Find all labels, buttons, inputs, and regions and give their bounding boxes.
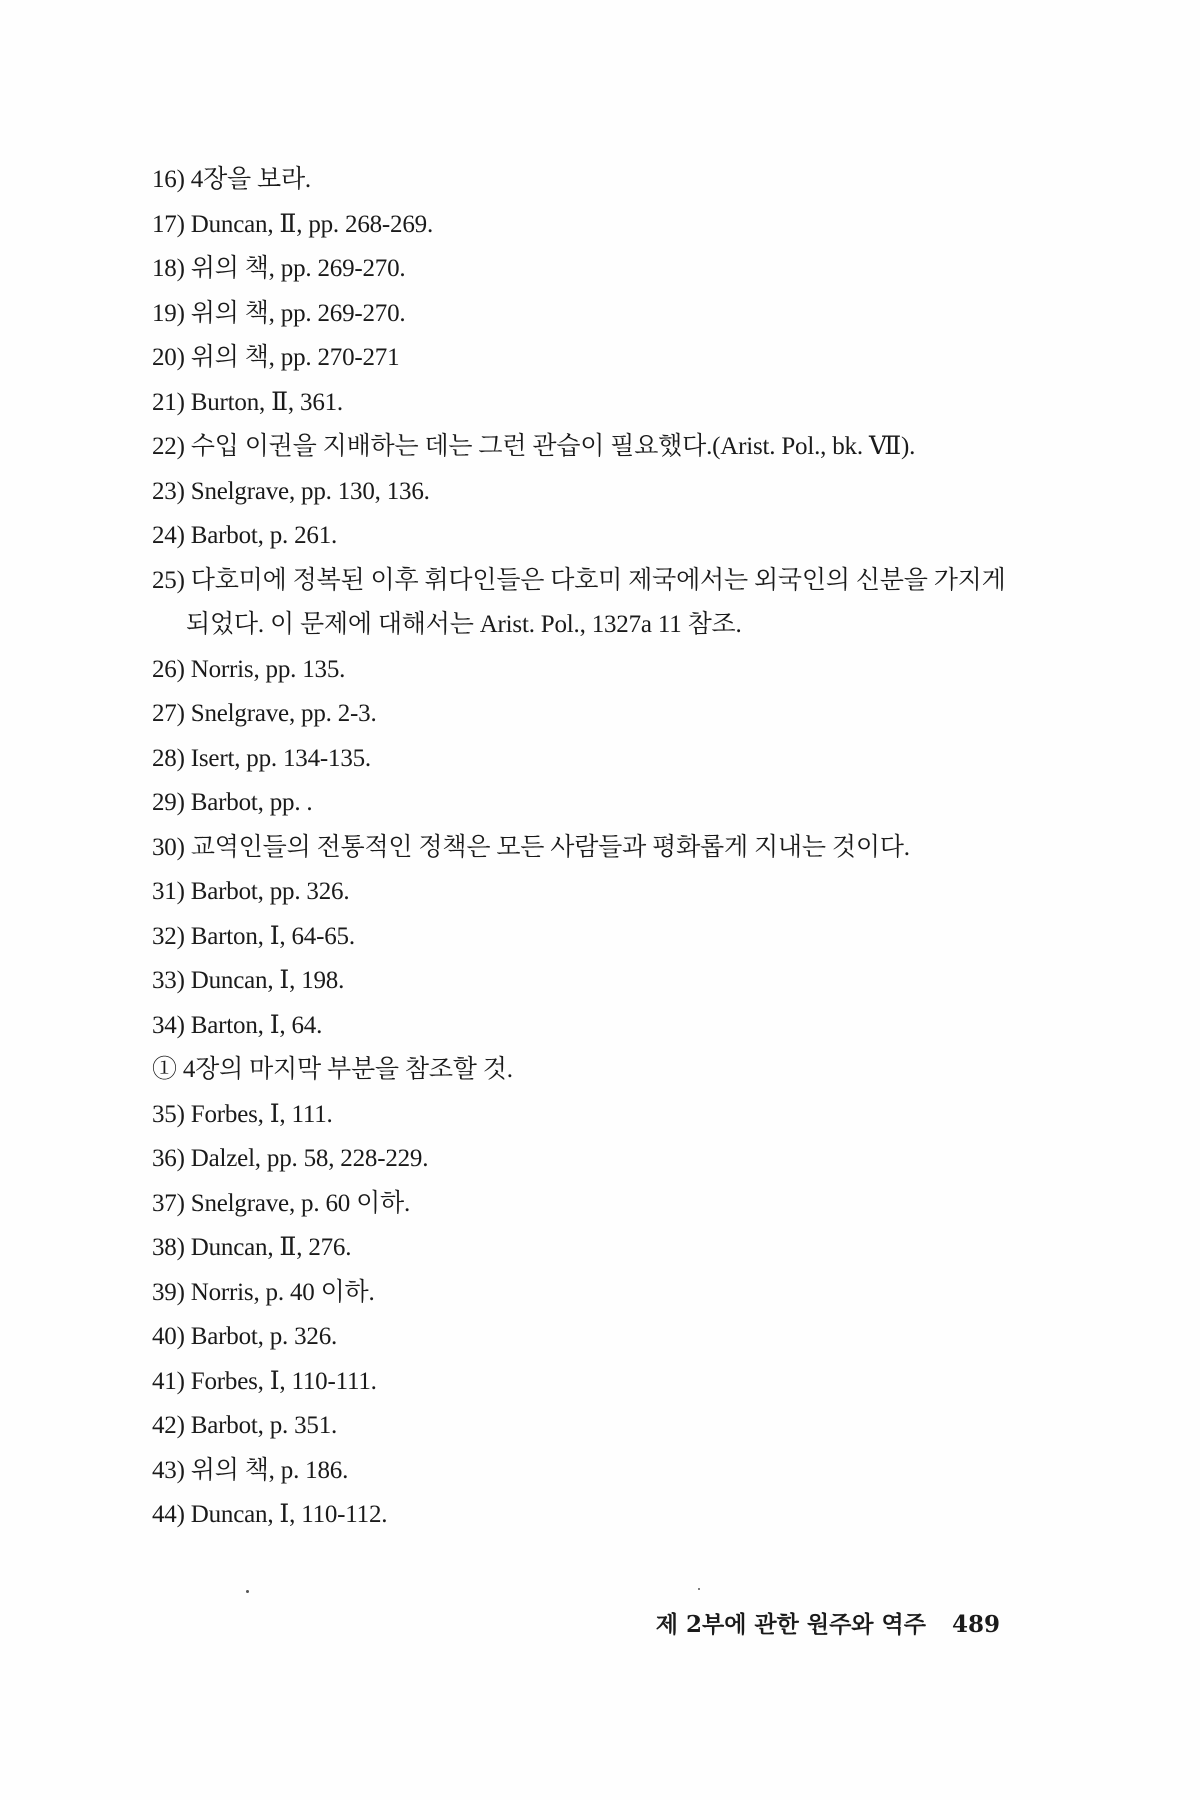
endnote-42: 42) Barbot, p. 351.: [152, 1412, 338, 1439]
endnote-40: 40) Barbot, p. 326.: [152, 1323, 338, 1350]
endnote-24: 24) Barbot, p. 261.: [152, 522, 338, 549]
endnote-33: 33) Duncan, Ⅰ, 198.: [152, 967, 345, 994]
endnote-44: 44) Duncan, Ⅰ, 110-112.: [152, 1501, 388, 1528]
endnote-38: 38) Duncan, Ⅱ, 276.: [152, 1234, 352, 1261]
endnote-20: 20) 위의 책, pp. 270-271: [152, 344, 400, 371]
endnote-41: 41) Forbes, Ⅰ, 110-111.: [152, 1367, 377, 1395]
scan-speck: [246, 1590, 249, 1593]
endnote-21: 21) Burton, Ⅱ, 361.: [152, 388, 343, 416]
endnote-22: 22) 수입 이권을 지배하는 데는 그런 관습이 필요했다.(Arist. Pol., bk. Ⅶ).: [152, 433, 916, 460]
page-number: 489: [951, 1611, 1000, 1638]
endnote-17: 17) Duncan, Ⅱ, pp. 268-269.: [152, 210, 433, 238]
endnote-30: 30) 교역인들의 전통적인 정책은 모든 사람들과 평화롭게 지내는 것이다.: [152, 833, 910, 861]
endnote-16: 16) 4장을 보라.: [152, 166, 311, 193]
endnote-35: 35) Forbes, Ⅰ, 111.: [152, 1100, 333, 1128]
endnote-26: 26) Norris, pp. 135.: [152, 655, 346, 683]
endnote-34: 34) Barton, Ⅰ, 64.: [152, 1011, 323, 1039]
endnote-31: 31) Barbot, pp. 326.: [152, 878, 350, 905]
endnote-25-line-2: 되었다. 이 문제에 대해서는 Arist. Pol., 1327a 11 참조.: [186, 611, 742, 638]
endnote-43: 43) 위의 책, p. 186.: [152, 1456, 349, 1484]
endnote-25-line-1: 25) 다호미에 정복된 이후 휘다인들은 다호미 제국에서는 외국인의 신분을 가지게: [152, 566, 1006, 594]
endnote-18: 18) 위의 책, pp. 269-270.: [152, 255, 406, 282]
endnote-29: 29) Barbot, pp. .: [152, 789, 313, 816]
translator-note-1: ① 4장의 마지막 부분을 참조할 것.: [152, 1056, 513, 1083]
page-footer: [656, 1606, 1000, 1639]
endnote-39: 39) Norris, p. 40 이하.: [152, 1278, 375, 1306]
endnote-32: 32) Barton, Ⅰ, 64-65.: [152, 922, 355, 950]
endnote-27: 27) Snelgrave, pp. 2-3.: [152, 700, 377, 727]
endnote-19: 19) 위의 책, pp. 269-270.: [152, 299, 406, 327]
endnote-37: 37) Snelgrave, p. 60 이하.: [152, 1189, 411, 1217]
endnote-28: 28) Isert, pp. 134-135.: [152, 744, 371, 772]
endnotes-list: [152, 158, 1032, 1538]
scan-speck: [698, 1588, 700, 1590]
running-footer-title: 제 2부에 관한 원주와 역주: [655, 1611, 926, 1638]
endnote-36: 36) Dalzel, pp. 58, 228-229.: [152, 1145, 429, 1172]
endnote-25: [152, 559, 1032, 648]
endnote-23: 23) Snelgrave, pp. 130, 136.: [152, 477, 430, 505]
